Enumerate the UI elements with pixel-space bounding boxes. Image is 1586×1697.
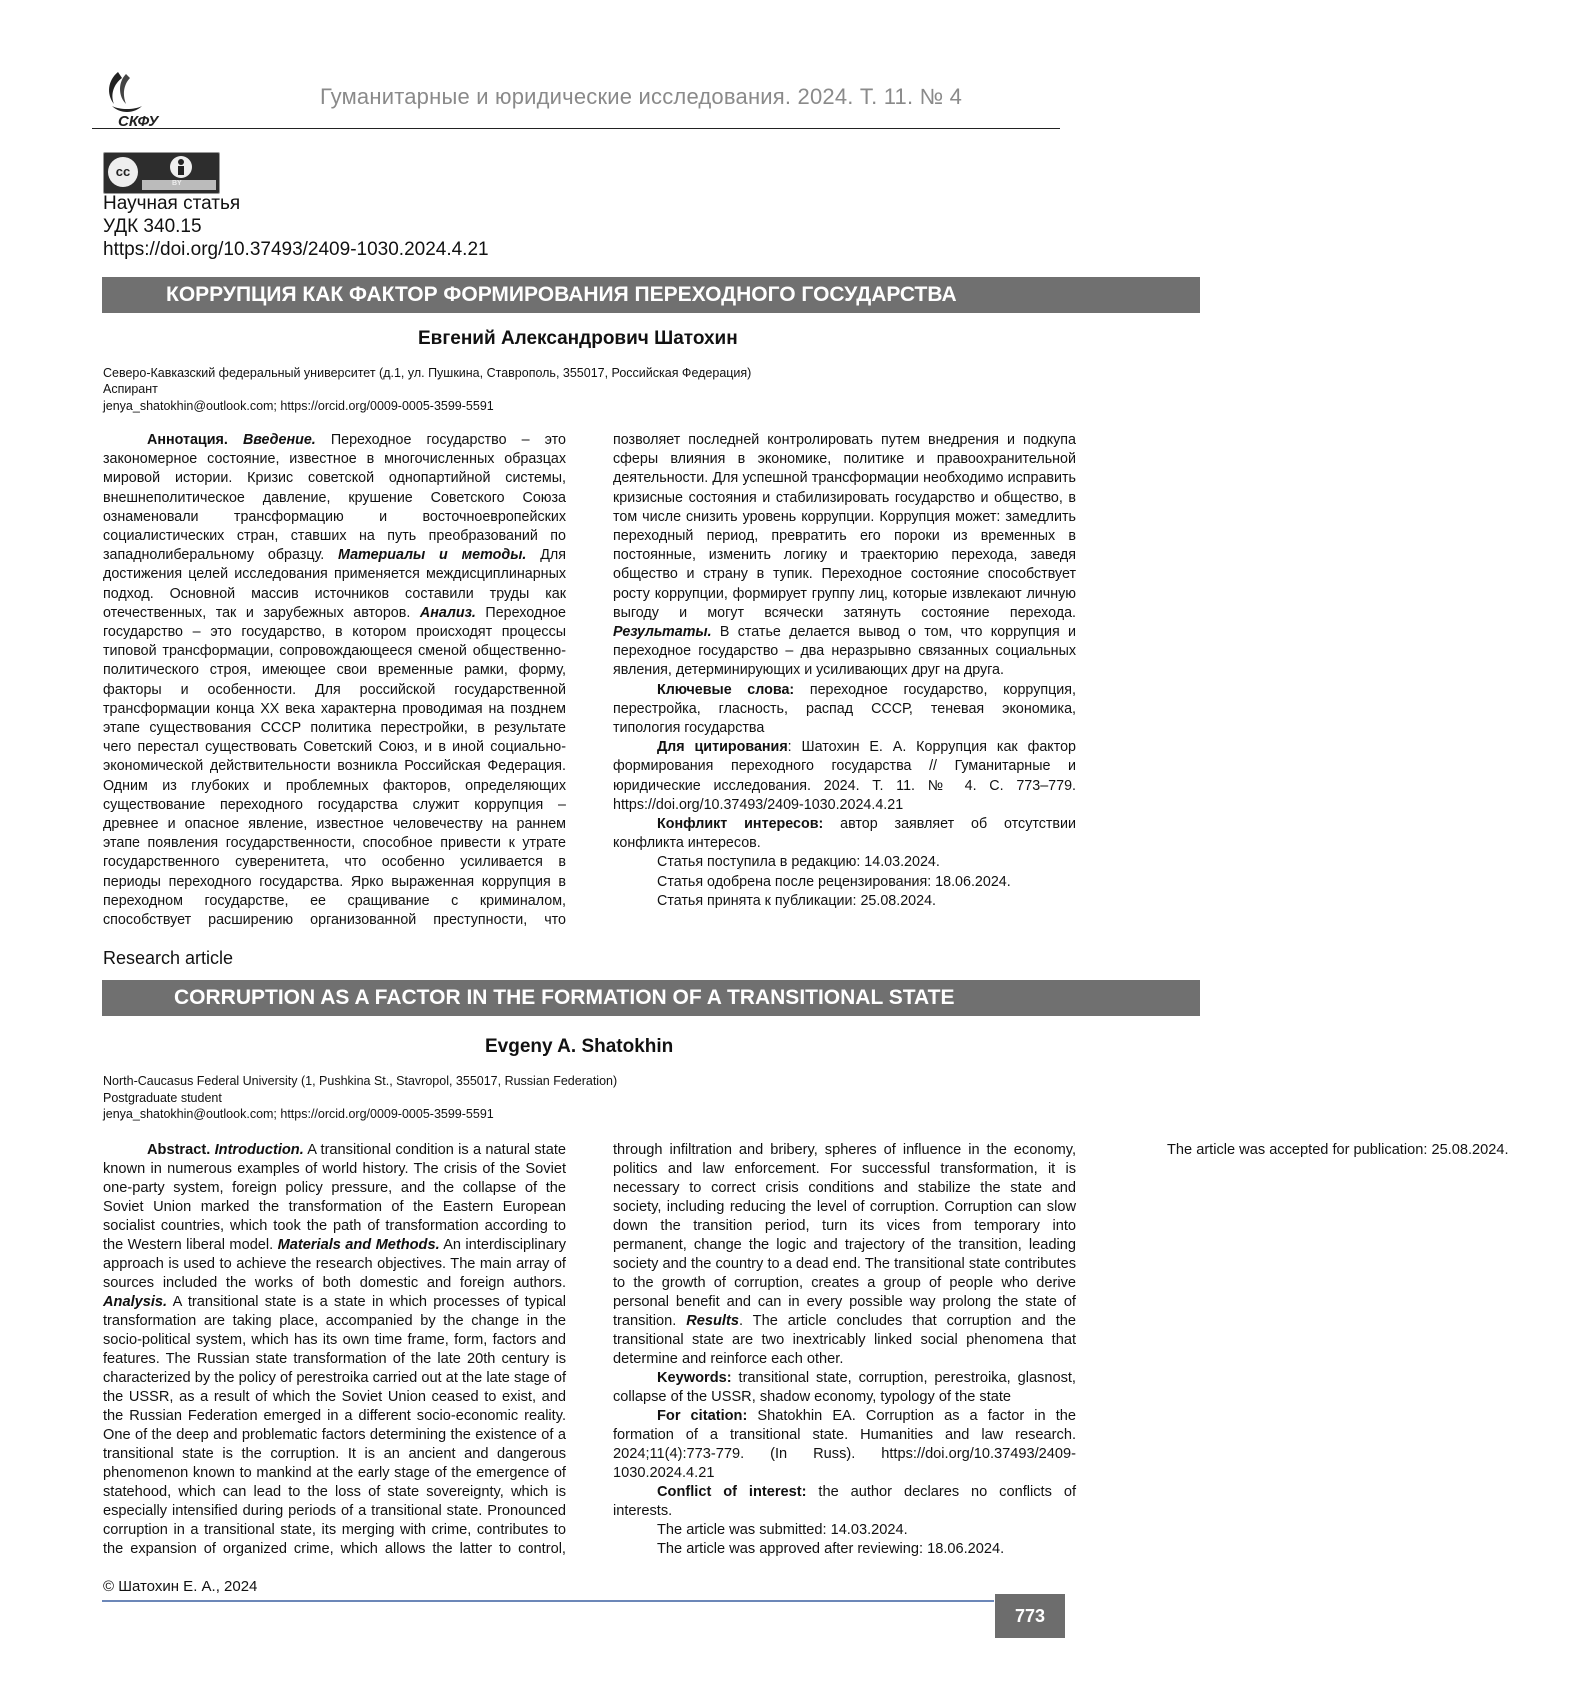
keywords-en: transitional state, corruption, perestroika, glasnost, collapse of the USSR, shadow economy, typology of the state (613, 1370, 1076, 1405)
methods-label-en: Materials and Methods. (278, 1237, 440, 1253)
approved-date-en: The article was approved after reviewing: 18.06.2024. (613, 1540, 1076, 1559)
creative-commons-icon: cc (108, 157, 138, 187)
attribution-icon (170, 156, 192, 178)
article-title-en: CORRUPTION AS A FACTOR IN THE FORMATION OF A TRANSITIONAL STATE (102, 980, 1200, 1016)
article-type-en: Research article (103, 948, 233, 969)
udc-code: УДК 340.15 (103, 216, 202, 238)
intro-label-en: Introduction. (215, 1142, 304, 1158)
results-label-en: Results (686, 1313, 739, 1329)
contact-ru[interactable]: jenya_shatokhin@outlook.com; https://orcid.org/0009-0005-3599-5591 (103, 399, 494, 413)
submitted-date-en: The article was submitted: 14.03.2024. (613, 1521, 1076, 1540)
accepted-date-en: The article was accepted for publication: 25.08.2024. (1123, 1141, 1586, 1160)
methods-label-ru: Материалы и методы. (338, 547, 526, 563)
page-number: 773 (995, 1594, 1065, 1638)
analysis-label-ru: Анализ. (420, 605, 476, 621)
doi-link[interactable]: https://doi.org/10.37493/2409-1030.2024.4.21 (103, 239, 489, 261)
analysis-label-en: Analysis. (103, 1294, 167, 1310)
citation-ru: : Шатохин Е. А. Коррупция как фактор формирования переходного государства // Гуманитарные и юридические исследования. 2024. Т. 11. № 4. С. 773–779. https://doi.org/10.37493/2409-1030.2024.4.21 (613, 739, 1076, 813)
affiliation-en: North-Caucasus Federal University (1, Pushkina St., Stavropol, 355017, Russian Federation) (103, 1074, 617, 1088)
analysis-text-ru: Переходное государство – это государство, в котором происходят процессы типовой трансформации, сопровождающееся сменой общественно-политического строя, имеющее свои временные рамки, форму, факторы и особенности. Для российской государственной трансформации конца XX века характерна проводимая на позднем этапе существования СССР политика перестройки, в результате чего перестал существовать Советский Союз, и в иной социально-экономической действительности возникла Российская Федерация. Одним из глубоких и проблемных факторов, определяющих существование переходного государства служит коррупция – древнее и опасное явление, известное человечеству на раннем этапе появления государственности, способное привести к утрате государственного суверенитета, что особенно усиливается в периоды переходного государства. Ярко выраженная коррупция в переходном государстве, ее сращивание с криминалом, способствует расширению организованной преступности, что позволяет последней контролировать путем внедрения и подкупа сферы влияния в экономике, политике и правоохранительной деятельности. Для успешной трансформации необходимо исправить кризисные состояния и стабилизировать государство и общество, в том числе снизить уровень коррупции. Коррупция может: замедлить переходный период, превратить его пороки из временных в постоянные, изменить логику и траекторию перехода, заведя общество и страну в тупик. Переходное состояние способствует росту коррупции, формирует группу лиц, которые извлекают личную выгоду и могут всячески затянуть состояние перехода. (103, 432, 1076, 928)
intro-label-ru: Введение. (243, 432, 316, 448)
position-en: Postgraduate student (103, 1091, 222, 1105)
intro-text-en: A transitional condition is a natural state known in numerous examples of world history. The crisis of the Soviet one-party system, foreign policy pressure, and the collapse of the Soviet Union marked the transformation of the Eastern European socialist countries, which took the path of transformation according to the Western liberal model. (103, 1142, 566, 1253)
approved-date-ru: Статья одобрена после рецензирования: 18.06.2024. (613, 873, 1076, 892)
position-ru: Аспирант (103, 382, 158, 396)
logo-text: СКФУ (118, 113, 160, 130)
intro-text-ru: Переходное государство – это закономерное состояние, известное в многочисленных образцах мировой истории. Кризис советской однопартийной системы, внешнеполитическое давление, крушение Советского Союза ознаменовали трансформацию и восточноевропейских социалистических стран, ставших на путь преобразований по западнолиберальному образцу. (103, 432, 566, 563)
abstract-ru (103, 431, 1076, 931)
copyright-notice: © Шатохин Е. А., 2024 (103, 1578, 257, 1595)
methods-text-ru: Для достижения целей исследования применяется междисциплинарных подход. Основной массив источников составили труды как отечественных, так и зарубежных авторов. (103, 547, 566, 621)
methods-text-en: An interdisciplinary approach is used to achieve the research objectives. The main array of sources included the works of both domestic and foreign authors. (103, 1237, 566, 1291)
results-text-ru: В статье делается вывод о том, что коррупция и переходное государство – два неразрывно связанных социальных явления, детерминирующих и усиливающих друг на друга. (613, 624, 1076, 678)
keywords-label-ru: Ключевые слова: (657, 682, 794, 698)
cc-by-license-badge[interactable] (103, 152, 220, 194)
citation-label-ru: Для цитирования (657, 739, 788, 755)
header-divider (92, 128, 1060, 129)
conflict-label-ru: Конфликт интересов: (657, 816, 823, 832)
keywords-ru: переходное государство, коррупция, перестройка, гласность, распад СССР, теневая экономика, типология государства (613, 682, 1076, 736)
author-name-en: Evgeny A. Shatokhin (485, 1036, 673, 1058)
author-name-ru: Евгений Александрович Шатохин (418, 328, 738, 350)
conflict-label-en: Conflict of interest: (657, 1484, 807, 1500)
article-type: Научная статья (103, 193, 240, 215)
affiliation-ru: Северо-Кавказский федеральный университет (д.1, ул. Пушкина, Ставрополь, 355017, Российская Федерация) (103, 366, 751, 380)
abstract-en (103, 1141, 1076, 1573)
keywords-label-en: Keywords: (657, 1370, 732, 1386)
journal-title: Гуманитарные и юридические исследования. 2024. Т. 11. № 4 (320, 84, 962, 110)
results-text-en: . The article concludes that corruption and the transitional state are two inextricably linked social phenomena that determine and reinforce each other. (613, 1313, 1076, 1367)
citation-label-en: For citation: (657, 1408, 747, 1424)
university-logo (100, 70, 180, 130)
abstract-label-ru: Аннотация. (147, 432, 228, 448)
conflict-ru: автор заявляет об отсутствии конфликта интересов. (613, 816, 1076, 851)
footer-divider (102, 1600, 994, 1602)
results-label-ru: Результаты. (613, 624, 712, 640)
citation-en: Shatokhin EA. Corruption as a factor in the formation of a transitional state. Humanities and law research. 2024;11(4):773-779. (In Russ). https://doi.org/10.37493/2409-1030.2024.4.21 (613, 1408, 1076, 1481)
by-label: BY (172, 180, 182, 187)
accepted-date-ru: Статья принята к публикации: 25.08.2024. (613, 892, 1076, 911)
conflict-en: the author declares no conflicts of interests. (613, 1484, 1076, 1519)
contact-en[interactable]: jenya_shatokhin@outlook.com; https://orcid.org/0009-0005-3599-5591 (103, 1107, 494, 1121)
article-title-ru: КОРРУПЦИЯ КАК ФАКТОР ФОРМИРОВАНИЯ ПЕРЕХОДНОГО ГОСУДАРСТВА (102, 277, 1200, 313)
abstract-label-en: Abstract. (147, 1142, 210, 1158)
analysis-text-en: A transitional state is a state in which processes of typical transformation are taking place, accompanied by the change in the socio-political system, which has its own time frame, form, factors and features. The Russian state transformation of the late 20th century is characterized by the policy of perestroika carried out at the late stage of the USSR, as a result of which the Soviet Union ceased to exist, and the Russian Federation emerged in a different socio-economic reality. One of the deep and problematic factors determining the existence of a transitional state is the corruption. It is an ancient and dangerous phenomenon known to mankind at the early stage of the emergence of statehood, which can lead to the loss of state sovereignty, which is especially intensified during periods of a transitional state. Pronounced corruption in a transitional state, its merging with crime, contributes to the expansion of organized crime, which allows the latter to control, through infiltration and bribery, spheres of influence in the economy, politics and law enforcement. For successful transformation, it is necessary to correct crisis conditions and stabilize the state and society, including reducing the level of corruption. Corruption can slow down the transition period, turn its vices from temporary into permanent, change the logic and trajectory of the transition, leading society and the country to a dead end. The transitional state contributes to the growth of corruption, creates a group of people who derive personal benefit and can in every possible way prolong the state of transition. (103, 1142, 1076, 1557)
submitted-date-ru: Статья поступила в редакцию: 14.03.2024. (613, 853, 1076, 872)
